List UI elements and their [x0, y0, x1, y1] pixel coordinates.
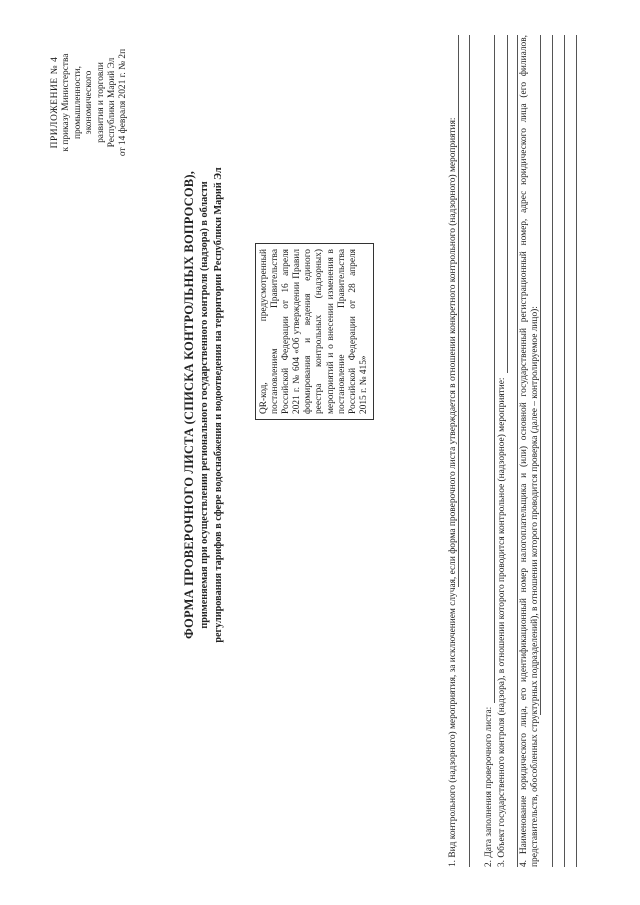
form-item-control-type	[448, 35, 482, 867]
appendix-line: к приказу Министерства	[61, 53, 72, 152]
appendix-line: промышленности, экономического	[72, 65, 95, 140]
form-item-text: 2. Дата заполнения проверочного листа:	[484, 706, 494, 867]
appendix-line: Республики Марий Эл	[107, 57, 118, 148]
appendix-stamp	[50, 45, 130, 160]
form-subtitle-line: регулирования тарифов в сфере водоснабжения и водоотведения на территории Республики Марий Эл	[213, 167, 224, 643]
fill-in-line[interactable]	[485, 35, 495, 703]
fill-in-line[interactable]	[498, 35, 508, 373]
form-items	[448, 35, 577, 867]
form-subtitle-line: применяемая при осуществлении регионального государственного контроля (надзора) в области	[199, 181, 210, 629]
fill-in-line[interactable]	[564, 35, 565, 867]
fill-in-line[interactable]	[517, 35, 518, 867]
form-item-legal-entity	[519, 35, 577, 867]
appendix-line: развития и торговли	[95, 62, 106, 143]
fill-in-line[interactable]	[469, 35, 470, 867]
qr-code-placeholder	[255, 243, 374, 420]
qr-code-caption: QR-код, предусмотренный постановлением Правительства Российской Федерации от 16 апреля 2021 г. № 604 «Об утверждении Правил формирования и ведения единого реестра контрольных (надзорных) мероприятий и о внесении изменения в постановление Правительства Российской Федерации от 28 апреля 2015 г. № 415»	[259, 249, 369, 414]
form-item-text: 3. Объект государственного контроля (надзора), в отношении которого проводится контрольное (надзорное) мероприятие:	[497, 377, 507, 867]
appendix-title: ПРИЛОЖЕНИЕ № 4	[50, 56, 60, 149]
fill-in-line[interactable]	[552, 35, 553, 867]
form-item-text: 4. Наименование юридического лица, его идентификационный номер налогоплательщика и (или) основной государственный регистрационный номер, адрес юридического лица (его филиалов, представительств, обособленных структурных подразделений), в отношении которого проводится проверка (далее – контролируемое лицо):	[519, 35, 540, 867]
form-item-text: 1. Вид контрольного (надзорного) мероприятия, за исключением случая, если форма проверочного листа утверждается в отношении конкретного контрольного (надзорного) мероприятия:	[448, 117, 458, 867]
appendix-line: от 14 февраля 2021 г. № 2п	[118, 48, 129, 157]
form-item-fill-date	[484, 35, 496, 867]
form-header	[182, 95, 225, 715]
form-title: ФОРМА ПРОВЕРОЧНОГО ЛИСТА (СПИСКА КОНТРОЛЬНЫХ ВОПРОСОВ),	[182, 170, 196, 640]
form-item-control-object	[497, 35, 509, 867]
fill-in-line[interactable]	[576, 35, 577, 867]
